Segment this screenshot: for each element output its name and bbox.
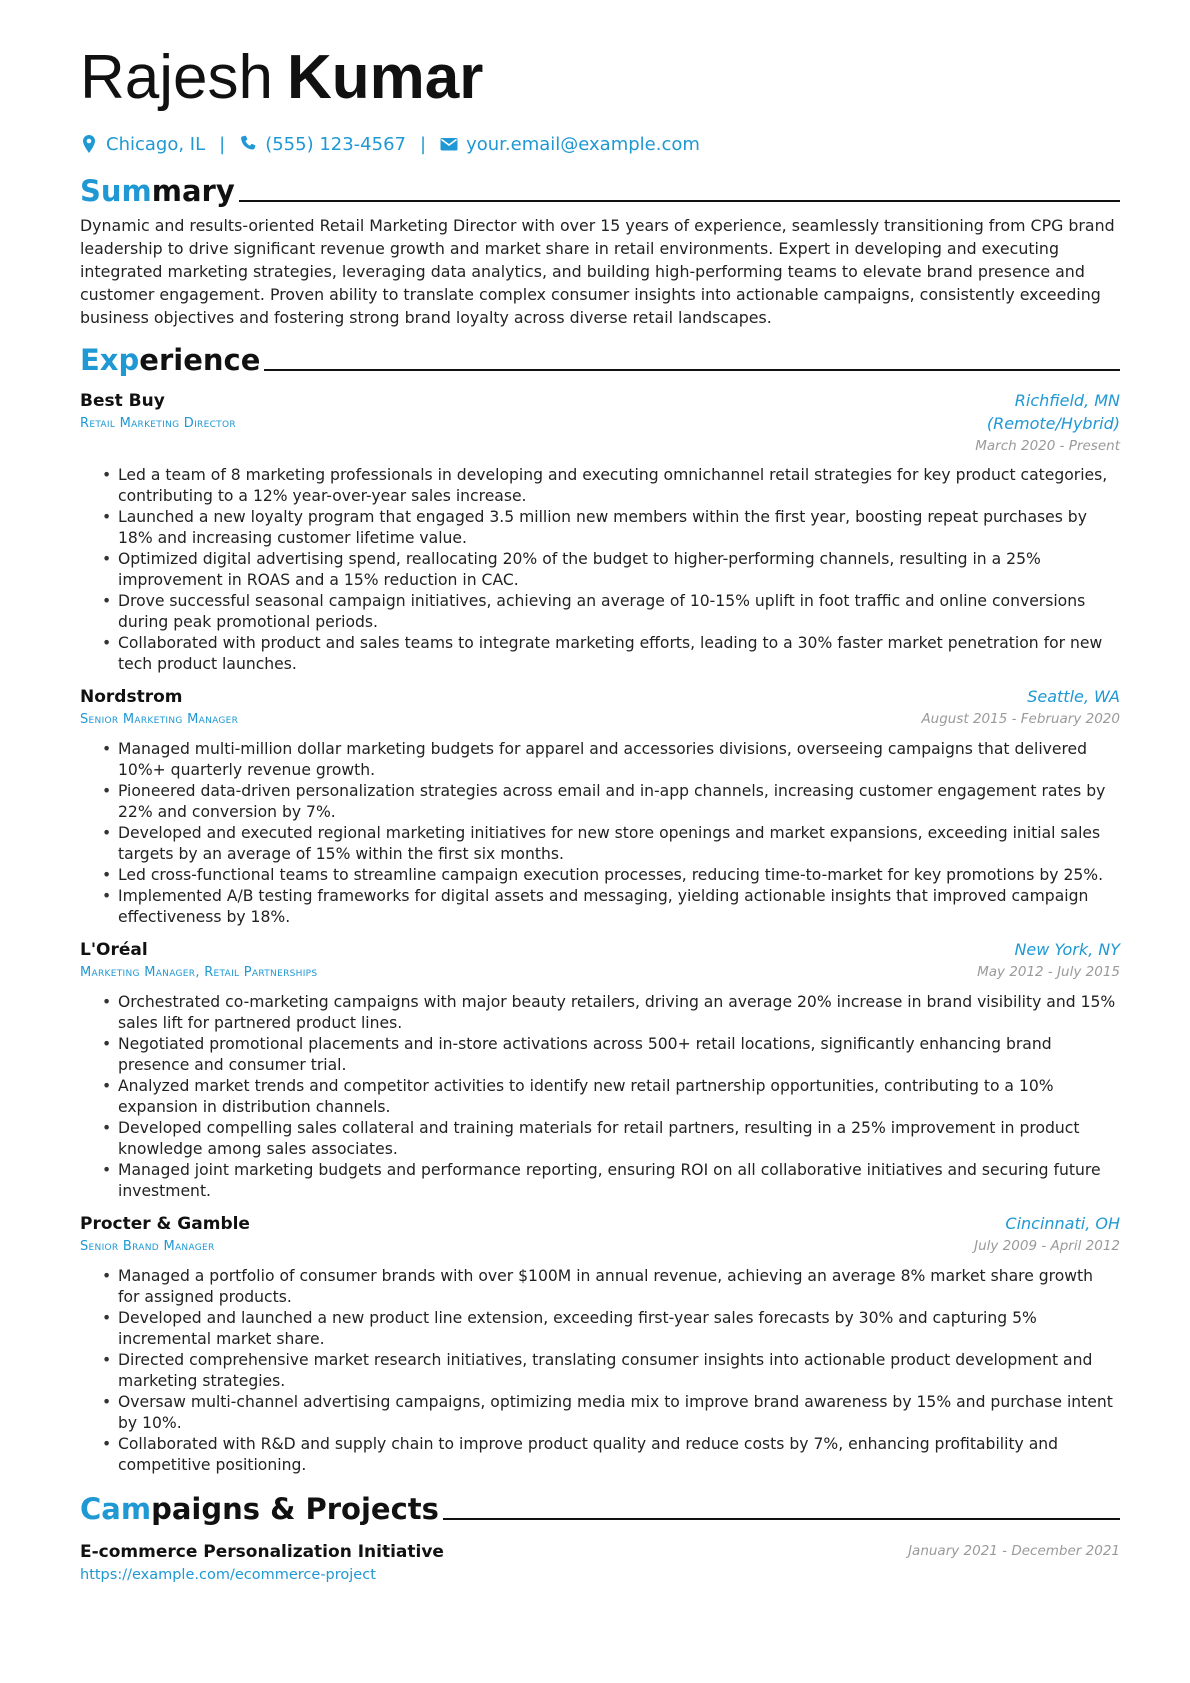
job-location: Seattle, WA <box>1027 687 1120 706</box>
job-left <box>80 1212 250 1258</box>
phone-text[interactable]: (555) 123-4567 <box>265 133 406 155</box>
bullet-item: • Developed and launched a new product line extension, exceeding first-year sales forecasts by 30% and capturing 5% incremental market share. <box>118 1308 1120 1350</box>
project-dates: January 2021 - December 2021 <box>908 1543 1120 1559</box>
contact-bar <box>80 132 1120 156</box>
bullet-item: • Developed and executed regional marketing initiatives for new store openings and market expansions, exceeding initial sales targets by an average of 15% within the first six months. <box>118 823 1120 865</box>
job-role: Senior Brand Manager <box>80 1239 215 1254</box>
job-dates: March 2020 - Present <box>975 438 1120 454</box>
job-left <box>80 685 238 731</box>
contact-phone[interactable] <box>239 134 406 155</box>
project-title: E-commerce Personalization Initiative <box>80 1542 444 1562</box>
project-right <box>908 1540 1120 1562</box>
bullet-item: • Pioneered data-driven personalization strategies across email and in-app channels, increasing customer engagement rates by 22% and conversion by 7%. <box>118 781 1120 823</box>
projects-title <box>80 1492 439 1526</box>
experience-heading <box>80 339 1120 377</box>
job-bullets <box>80 465 1120 675</box>
bullet-item: • Analyzed market trends and competitor activities to identify new retail partnership opportunities, contributing to a 10% expansion in distribution channels. <box>118 1076 1120 1118</box>
first-name: Rajesh <box>80 43 273 112</box>
experience-entry <box>80 1212 1120 1476</box>
company-name: Nordstrom <box>80 687 183 707</box>
experience-title <box>80 343 260 377</box>
summary-text: Dynamic and results-oriented Retail Marketing Director with over 15 years of experience, seamlessly transitioning from CPG brand leadership to drive significant revenue growth and market share in retail environments. Expert in developing and executing integrated marketing strategies, leveraging data analytics, and building high-performing teams to elevate brand presence and customer engagement. Proven ability to translate complex consumer insights into actionable campaigns, consistently exceeding business objectives and fostering strong brand loyalty across diverse retail landscapes. <box>80 216 1115 327</box>
experience-entry <box>80 389 1120 675</box>
job-role: Senior Marketing Manager <box>80 712 239 727</box>
job-header <box>80 389 1120 457</box>
job-right <box>920 389 1120 457</box>
contact-separator: | <box>219 133 226 155</box>
candidate-name <box>80 42 1120 114</box>
job-role: Marketing Manager, Retail Partnerships <box>80 965 318 980</box>
bullet-item: • Optimized digital advertising spend, reallocating 20% of the budget to higher-performing channels, resulting in a 25% improvement in ROAS and a 15% reduction in CAC. <box>118 549 1120 591</box>
experience-title-rest: erience <box>139 343 261 377</box>
phone-icon <box>239 134 257 154</box>
job-location: New York, NY <box>1014 940 1120 959</box>
job-bullets <box>80 992 1120 1202</box>
contact-email[interactable] <box>440 134 700 155</box>
bullet-item: • Orchestrated co-marketing campaigns with major beauty retailers, driving an average 20% increase in brand visibility and 15% sales lift for partnered product lines. <box>118 992 1120 1034</box>
job-bullets <box>80 1266 1120 1476</box>
resume-content <box>80 42 1120 1586</box>
bullet-item: • Directed comprehensive market research initiatives, translating consumer insights into actionable product development and marketing strategies. <box>118 1350 1120 1392</box>
bullet-item: • Oversaw multi-channel advertising campaigns, optimizing media mix to improve brand awareness by 15% and purchase intent by 10%. <box>118 1392 1120 1434</box>
project-left <box>80 1540 444 1586</box>
projects-heading <box>80 1488 1120 1526</box>
company-name: Best Buy <box>80 391 165 411</box>
experience-entry <box>80 938 1120 1202</box>
job-dates: August 2015 - February 2020 <box>921 711 1120 727</box>
bullet-item: • Collaborated with R&D and supply chain to improve product quality and reduce costs by 7%, enhancing profitability and competitive positioning. <box>118 1434 1120 1476</box>
summary-title-accent: Sum <box>80 174 152 208</box>
project-link[interactable]: https://example.com/ecommerce-project <box>80 1567 376 1583</box>
job-location: Cincinnati, OH <box>1005 1214 1120 1233</box>
job-right <box>977 938 1120 983</box>
job-right <box>974 1212 1120 1257</box>
company-name: L'Oréal <box>80 940 148 960</box>
projects-title-rest: paigns & Projects <box>151 1492 439 1526</box>
job-location: Richfield, MN (Remote/Hybrid) <box>986 391 1120 433</box>
job-left <box>80 389 236 435</box>
section-divider <box>239 200 1120 202</box>
summary-title-rest: mary <box>151 174 235 208</box>
job-bullets <box>80 739 1120 928</box>
job-dates: July 2009 - April 2012 <box>974 1238 1120 1254</box>
job-left <box>80 938 317 984</box>
bullet-item: • Managed multi-million dollar marketing budgets for apparel and accessories divisions, overseeing campaigns that delivered 10%+ quarterly revenue growth. <box>118 739 1120 781</box>
last-name: Kumar <box>287 43 484 112</box>
map-pin-icon <box>80 134 98 154</box>
job-header <box>80 938 1120 984</box>
company-name: Procter & Gamble <box>80 1214 250 1234</box>
projects-title-accent: Cam <box>80 1492 152 1526</box>
summary-heading <box>80 170 1120 208</box>
job-right <box>921 685 1120 730</box>
envelope-icon <box>440 134 458 154</box>
job-header <box>80 685 1120 731</box>
email-text[interactable]: your.email@example.com <box>466 133 700 155</box>
section-divider <box>264 369 1120 371</box>
job-dates: May 2012 - July 2015 <box>977 964 1120 980</box>
bullet-item: • Negotiated promotional placements and in-store activations across 500+ retail locations, significantly enhancing brand presence and consumer trial. <box>118 1034 1120 1076</box>
bullet-item: • Led a team of 8 marketing professionals in developing and executing omnichannel retail strategies for key product categories, contributing to a 12% year-over-year sales increase. <box>118 465 1120 507</box>
experience-entry <box>80 685 1120 928</box>
bullet-item: • Developed compelling sales collateral and training materials for retail partners, resulting in a 25% improvement in product knowledge among sales associates. <box>118 1118 1120 1160</box>
location-text: Chicago, IL <box>106 133 206 155</box>
job-role: Retail Marketing Director <box>80 416 236 431</box>
bullet-item: • Launched a new loyalty program that engaged 3.5 million new members within the first year, boosting repeat purchases by 18% and increasing customer lifetime value. <box>118 507 1120 549</box>
summary-title <box>80 174 235 208</box>
bullet-item: • Drove successful seasonal campaign initiatives, achieving an average of 10-15% uplift in foot traffic and online conversions during peak promotional periods. <box>118 591 1120 633</box>
section-divider <box>443 1518 1120 1520</box>
bullet-item: • Managed a portfolio of consumer brands with over $100M in annual revenue, achieving an average 8% market share growth for assigned products. <box>118 1266 1120 1308</box>
bullet-item: • Collaborated with product and sales teams to integrate marketing efforts, leading to a 30% faster market penetration for new tech product launches. <box>118 633 1120 675</box>
job-header <box>80 1212 1120 1258</box>
experience-title-accent: Exp <box>80 343 140 377</box>
contact-separator: | <box>420 133 427 155</box>
bullet-item: • Managed joint marketing budgets and performance reporting, ensuring ROI on all collaborative initiatives and securing future investment. <box>118 1160 1120 1202</box>
bullet-item: • Implemented A/B testing frameworks for digital assets and messaging, yielding actionable insights that improved campaign effectiveness by 18%. <box>118 886 1120 928</box>
project-entry <box>80 1540 1120 1586</box>
bullet-item: • Led cross-functional teams to streamline campaign execution processes, reducing time-to-market for key promotions by 25%. <box>118 865 1120 886</box>
contact-location <box>80 134 205 155</box>
